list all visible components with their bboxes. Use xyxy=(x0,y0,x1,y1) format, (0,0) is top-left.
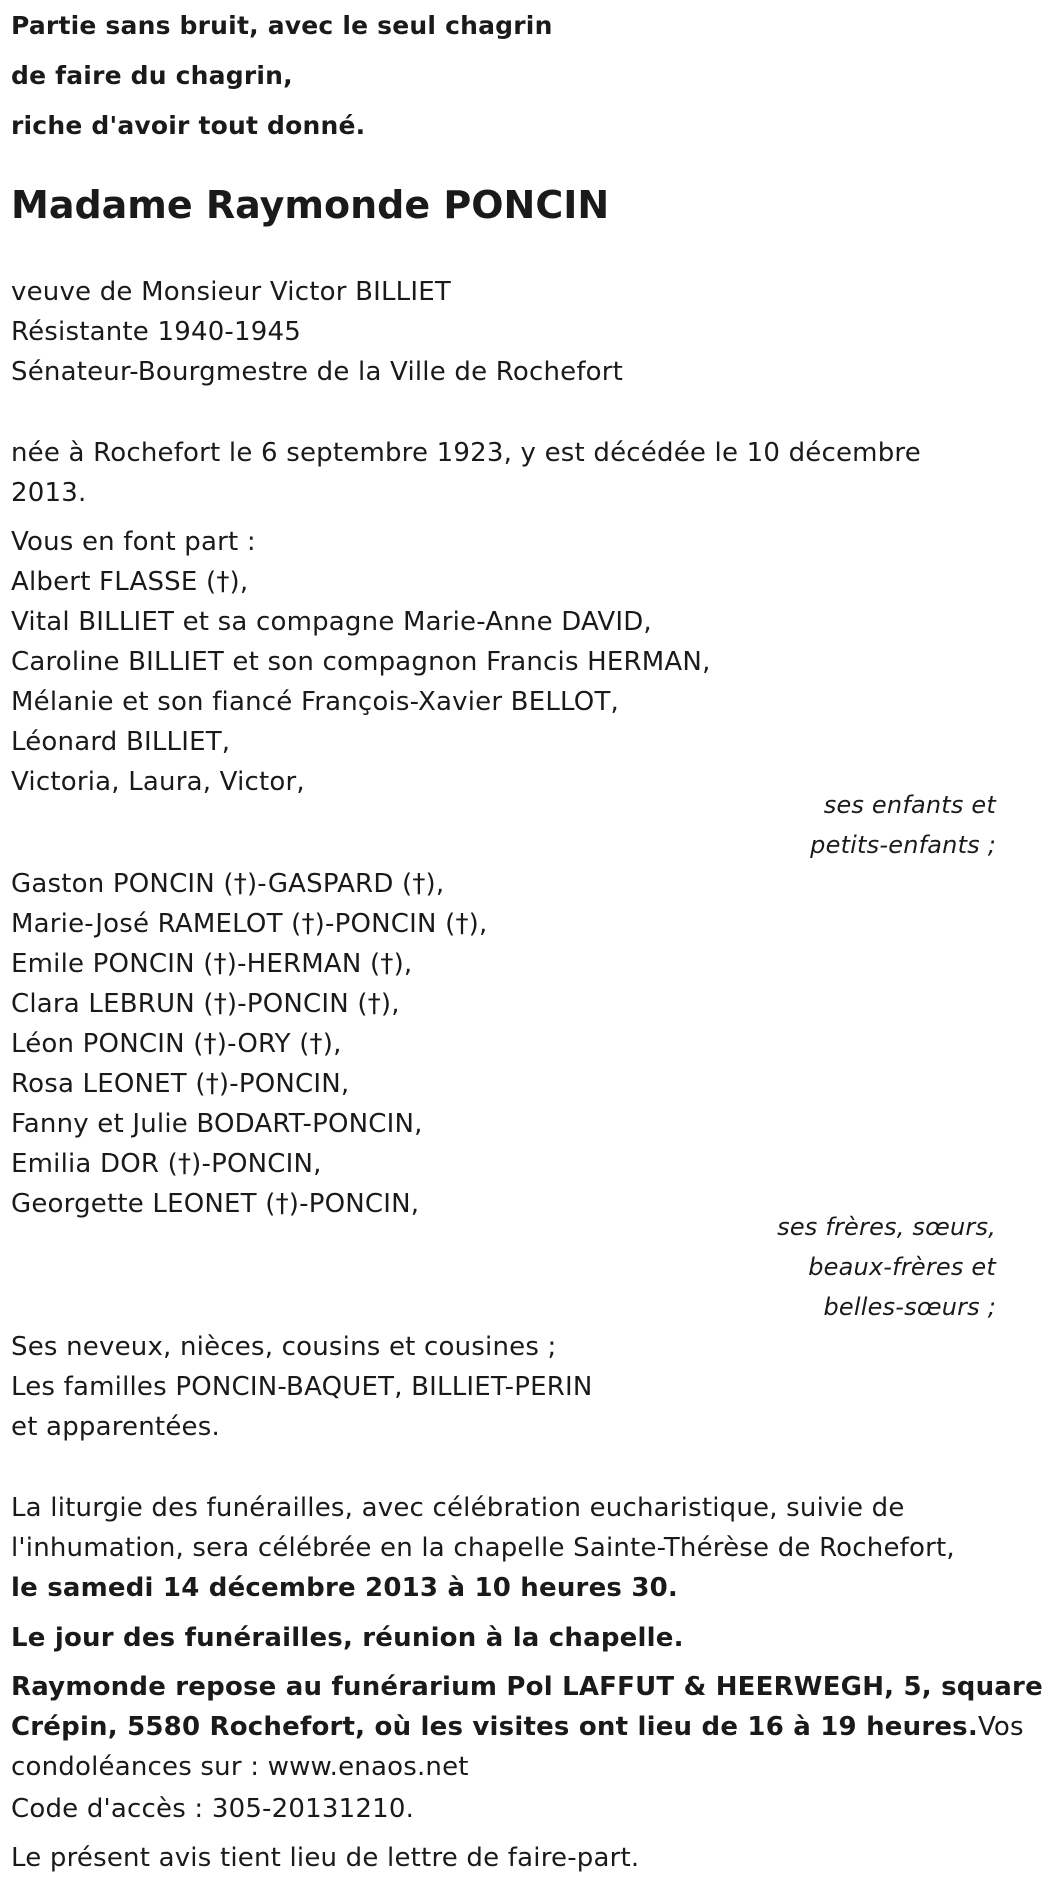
epigraph-line: de faire du chagrin, xyxy=(11,61,293,90)
caption-line: petits-enfants ; xyxy=(810,831,996,859)
list-item: Léon PONCIN (†)-ORY (†), xyxy=(11,1029,342,1059)
list-item: Rosa LEONET (†)-PONCIN, xyxy=(11,1069,350,1099)
caption-line: ses enfants et xyxy=(823,791,996,819)
list-item: Marie-José RAMELOT (†)-PONCIN (†), xyxy=(11,909,488,939)
epigraph-line: Partie sans bruit, avec le seul chagrin xyxy=(11,11,553,40)
liturgy-line: La liturgie des funérailles, avec célébration eucharistique, suivie de xyxy=(11,1493,905,1523)
list-item: Georgette LEONET (†)-PONCIN, xyxy=(11,1189,420,1219)
condolences-text: condoléances sur : www.enaos.net xyxy=(11,1752,469,1782)
family-line: Ses neveux, nièces, cousins et cousines ; xyxy=(11,1332,557,1362)
access-code-text: Code d'accès : 305-20131210. xyxy=(11,1794,415,1824)
list-item: Léonard BILLIET, xyxy=(11,727,231,757)
caption-line: beaux-frères et xyxy=(808,1253,996,1281)
list-item: Clara LEBRUN (†)-PONCIN (†), xyxy=(11,989,400,1019)
liturgy-line: l'inhumation, sera célébrée en la chapelle Sainte-Thérèse de Rochefort, xyxy=(11,1533,955,1563)
caption-line: ses frères, sœurs, xyxy=(777,1213,996,1241)
deceased-name: Madame Raymonde PONCIN xyxy=(11,183,610,227)
birth-death-line: 2013. xyxy=(11,478,87,508)
access-code xyxy=(11,1789,996,1829)
title-line: Sénateur-Bourgmestre de la Ville de Rochefort xyxy=(11,357,624,387)
list-item: Mélanie et son fiancé François-Xavier BELLOT, xyxy=(11,687,619,717)
birth-death xyxy=(11,433,996,513)
visits-line: Raymonde repose au funérarium Pol LAFFUT & HEERWEGH, 5, square xyxy=(11,1672,1043,1702)
visits-line-wrap xyxy=(11,1707,1024,1747)
caption-line: belles-sœurs ; xyxy=(823,1293,996,1321)
siblings-list xyxy=(11,864,996,1224)
children-caption xyxy=(810,785,996,865)
closing-text: Le présent avis tient lieu de lettre de faire-part. xyxy=(11,1843,640,1873)
list-item: Emile PONCIN (†)-HERMAN (†), xyxy=(11,949,413,979)
visits-tail: Vos xyxy=(977,1712,1024,1742)
extended-family xyxy=(11,1327,996,1447)
list-item: Albert FLASSE (†), xyxy=(11,567,249,597)
title-line: veuve de Monsieur Victor BILLIET xyxy=(11,277,451,307)
visits-line: Crépin, 5580 Rochefort, où les visites ont lieu de 16 à 19 heures. xyxy=(11,1712,978,1742)
family-line: et apparentées. xyxy=(11,1412,220,1442)
birth-death-line: née à Rochefort le 6 septembre 1923, y est décédée le 10 décembre xyxy=(11,438,921,468)
epigraph-line: riche d'avoir tout donné. xyxy=(11,111,366,140)
epigraph xyxy=(11,1,996,151)
titles xyxy=(11,272,996,392)
visits xyxy=(11,1667,1043,1787)
list-item: Vital BILLIET et sa compagne Marie-Anne DAVID, xyxy=(11,607,652,637)
list-item: Gaston PONCIN (†)-GASPARD (†), xyxy=(11,869,445,899)
title-line: Résistante 1940-1945 xyxy=(11,317,301,347)
children-list xyxy=(11,522,996,802)
liturgy-date: le samedi 14 décembre 2013 à 10 heures 30. xyxy=(11,1573,678,1603)
list-item: Fanny et Julie BODART-PONCIN, xyxy=(11,1109,423,1139)
gathering xyxy=(11,1618,996,1658)
list-item: Victoria, Laura, Victor, xyxy=(11,767,305,797)
liturgy xyxy=(11,1488,996,1608)
siblings-caption xyxy=(777,1207,996,1327)
intro-text: Vous en font part : xyxy=(11,527,256,557)
gathering-text: Le jour des funérailles, réunion à la chapelle. xyxy=(11,1623,684,1653)
list-item: Emilia DOR (†)-PONCIN, xyxy=(11,1149,322,1179)
closing xyxy=(11,1838,996,1878)
family-line: Les familles PONCIN-BAQUET, BILLIET-PERIN xyxy=(11,1372,593,1402)
list-item: Caroline BILLIET et son compagnon Francis HERMAN, xyxy=(11,647,711,677)
